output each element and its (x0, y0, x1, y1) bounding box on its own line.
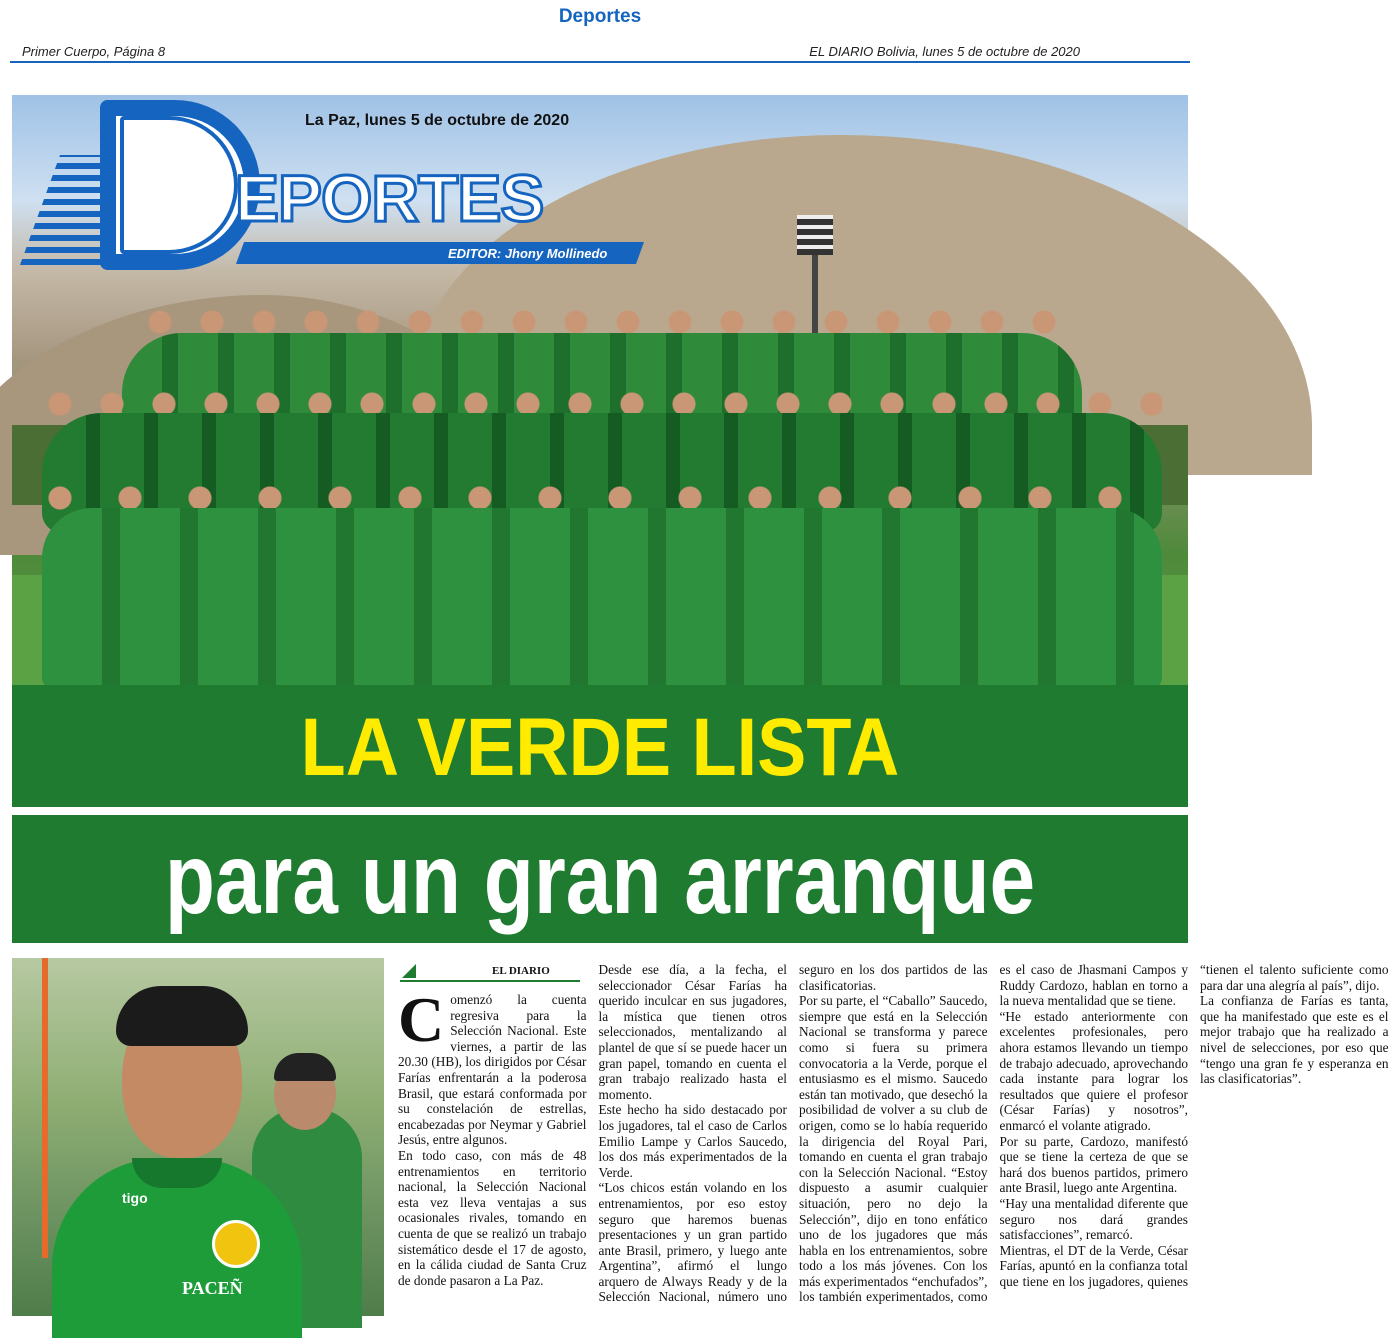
headline-line-2: para un gran arranque (164, 823, 1036, 935)
background-player-hair (274, 1053, 336, 1081)
article-paragraph: En todo caso, con más de 48 entrenamientos en territorio nacional, la Selección Nacional esta vez lleva ventajas a sus ocasionales rivales, tomando en cuenta de que se realizó un trabajo sistemático desde el 17 de agosto, en la cálida ciudad de Santa Cruz de donde pasaron a La Paz. (398, 1147, 587, 1288)
masthead-editor: EDITOR: Jhony Mollinedo (448, 246, 608, 261)
headline-line-1: LA VERDE LISTA (300, 702, 900, 793)
article-paragraph: Por su parte, Cardozo, manifestó que se tiene la certeza de que se hará dos buenos partidos, primero ante Brasil, luego ante Argentina. (999, 1133, 1188, 1196)
federation-badge (212, 1220, 260, 1268)
player-photo (12, 958, 384, 1316)
running-header-left: Primer Cuerpo, Página 8 (22, 44, 166, 59)
article-paragraph: “Los chicos están volando en los entrenamientos, por eso estoy seguro que haremos buenas presentaciones y un gran partido ante Brasil, primero, y luego ante Argentina”, afirmó el lungo arquero de Always Ready y de la Selección Nacional, número uno seguro en los dos partidos de las clasificatorias. (598, 962, 988, 1305)
article-paragraph: Este hecho ha sido destacado por los jugadores, tal el caso de Carlos Emilio Lampe y Carlos Saucedo, los dos más experimentados de la Verde. (598, 1102, 787, 1180)
article-paragraph: “He estado anteriormente con excelentes profesionales, pero ahora estamos llevando un tiempo de trabajo adecuado, aprovechando cada instante para lograr los resultados que quiere el profesor (César Farías) y nosotros”, enmarcó el volante atigrado. (999, 1008, 1188, 1133)
team-row-front (42, 508, 1162, 688)
header-rule (10, 61, 1190, 63)
article-paragraph: Desde ese día, a la fecha, el seleccionador César Farías ha querido inculcar en sus jugadores, la mística que tienen otros seleccionados, mentalizando al plantel de que sí se puede hacer un gran papel, tomando en cuenta el gran trabajo realizado hasta el momento. (598, 962, 787, 1102)
masthead-date: La Paz, lunes 5 de octubre de 2020 (305, 112, 570, 129)
sponsor-bottom: PACEÑ (182, 1278, 243, 1298)
team-group (42, 333, 1162, 688)
article-paragraph: Mientras, el DT de la Verde, César Farías, apuntó en la confianza total que tiene en los jugadores, quienes “tienen el talento suficiente como para dar una alegría al país”, dijo. (999, 962, 1389, 1289)
article-body (398, 962, 1389, 1314)
masthead-word: EPORTES (235, 161, 544, 235)
player-hair (116, 986, 248, 1046)
drop-cap: C (398, 984, 445, 1055)
running-header-right: EL DIARIO Bolivia, lunes 5 de octubre de 2020 (809, 44, 1080, 59)
article-paragraph: La confianza de Farías es tanta, que ha manifestado que este es el mejor trabajo que ha realizado a nivel de selecciones, por eso que “tengo una gran fe y esperanza en las clasificatorias”. (1200, 993, 1389, 1087)
sponsor-chest: tigo (122, 1190, 148, 1206)
training-pole (42, 958, 48, 1258)
article-paragraph: Por su parte, el “Caballo” Saucedo, siempre que está en la Selección Nacional se transforma y parece como si fuera su primera convocatoria a la Verde, porque el entusiasmo es el mismo. Saucedo están tan motivado, que desechó la posibilidad de volver a su club de origen, como se lo había requerido la dirigencia del Royal Pari, tomando en cuenta el gran trabajo con la Selección Nacional. “Estoy dispuesto a asumir cualquier situación, pero no dejo la Selección”, dijo en tono enfático uno de los jugadores que más habla en los entrenamientos, sobre todo a los más jóvenes. Con los más experimentados “enchufados”, los también experimentados, como es el caso de Jhasmani Campos y Ruddy Cardozo, hablan en torno a la nueva mentalidad que se tiene. (799, 962, 1188, 1305)
byline-text: EL DIARIO (492, 965, 550, 977)
section-label: Deportes (558, 6, 642, 27)
article-paragraph: Comenzó la cuenta regresiva para la Selección Nacional. Este viernes, a partir de las 20.30 (HB), los dirigidos por César Farías enfrentarán a la poderosa Brasil, que estará conformada por su constelación de estrellas, encabezadas por Neymar y Gabriel Jesús, entre algunos. (398, 984, 587, 1148)
floodlight (797, 215, 833, 255)
article-paragraph: “Hay una mentalidad diferente que seguro nos dará grandes satisfacciones”, remarcó. (999, 1195, 1188, 1243)
masthead (30, 100, 630, 270)
